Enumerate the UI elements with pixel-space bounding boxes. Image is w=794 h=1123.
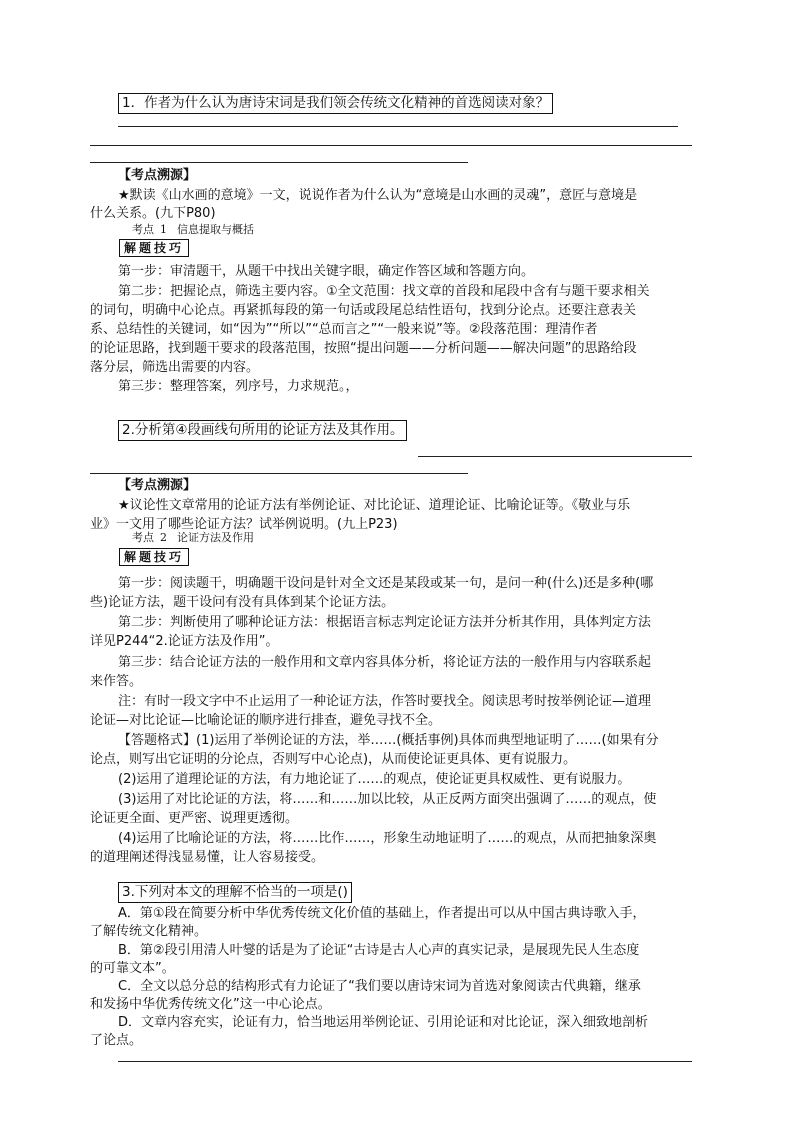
answer-line <box>90 162 468 163</box>
option-c: 和发扬中华优秀传统文化”这一中心论点。 <box>90 997 331 1012</box>
option-a: 了解传统文化精神。 <box>90 924 208 939</box>
option-b: B．第②段引用清人叶燮的话是为了论证“古诗是古人心声的真实记录，是展现先民人生态度 <box>118 943 640 958</box>
kaodian-prefix: 考点 <box>132 531 154 544</box>
format-text: (3)运用了对比论证的方法，将……和……加以比较，从正反两方面突出强调了……的观点，使 <box>118 792 657 807</box>
step-text: 的论证思路，找到题干要求的段落范围，按照“提出问题——分析问题——解决问题”的思路给段 <box>90 341 637 356</box>
step-text: 第一步：审清题干，从题干中找出关键字眼，确定作答区域和答题方向。 <box>118 264 535 279</box>
skill-title-box: 解题技巧 <box>119 239 189 257</box>
step-text: 第三步：整理答案，列序号，力求规范。， <box>118 379 359 394</box>
step-text: 落分层，筛选出需要的内容。 <box>90 360 260 375</box>
option-c: C．全文以总分总的结构形式有力论证了“我们要以唐诗宋词为首选对象阅读古代典籍，继承 <box>118 979 641 994</box>
format-text: 的道理阐述得浅显易懂，让人容易接受。 <box>90 850 325 865</box>
answer-line <box>118 1061 692 1062</box>
question-3-box: 3.下列对本文的理解不恰当的一项是() <box>118 882 352 903</box>
format-text: (2)运用了道理论证的方法，有力地论证了……的观点，使论证更具权威性、更有说服力。 <box>118 772 631 787</box>
source-text: 什么关系。(九下P80) <box>90 206 216 221</box>
step-text: 系、总结性的关键词，如“因为”“所以”“总而言之”“一般来说”等。②段落范围：理清作者 <box>90 322 598 337</box>
format-text: 论点，则写出它证明的分论点，否则写中心论点)，从而使论证更具体、更有说服力。 <box>90 752 577 767</box>
step-text: 来作答。 <box>90 674 143 689</box>
option-d: D．文章内容充实，论证有力，恰当地运用举例论证、引用论证和对比论证，深入细致地剖析 <box>118 1015 649 1030</box>
step-text: 第二步：判断使用了哪种论证方法：根据语言标志判定论证方法并分析其作用，具体判定方法 <box>118 615 652 630</box>
answer-line <box>118 126 678 127</box>
option-a: A．第①段在简要分析中华优秀传统文化价值的基础上，作者提出可以从中国古典诗歌入手， <box>118 906 646 921</box>
step-text: 第三步：结合论证方法的一般作用和文章内容具体分析，将论证方法的一般作用与内容联系起 <box>118 655 652 670</box>
answer-line <box>90 145 692 146</box>
kaodian-prefix: 考点 <box>132 223 154 236</box>
step-text: 第一步：阅读题干，明确题干设问是针对全文还是某段或某一句，是问一种(什么)还是多种(哪 <box>118 576 654 591</box>
kaodian-label <box>132 530 254 546</box>
source-text: ★议论性文章常用的论证方法有举例论证、对比论证、道理论证、比喻论证等。《敬业与乐 <box>118 498 631 513</box>
source-text: ★默读《山水画的意境》一文，说说作者为什么认为“意境是山水画的灵魂”，意匠与意境是 <box>118 188 638 203</box>
note-text: 论证—对比论证—比喻论证的顺序进行排查，避免寻找不全。 <box>90 713 442 728</box>
kaodian-title: 论证方法及作用 <box>177 531 254 544</box>
option-d: 了论点。 <box>90 1033 143 1048</box>
step-text: 的词句，明确中心论点。再紧抓每段的第一句话或段尾总结性语句，找到分论点。还要注意表关 <box>90 303 637 318</box>
kaodian-title: 信息提取与概括 <box>177 223 254 236</box>
step-text: 些)论证方法，题干设问有没有具体到某个论证方法。 <box>90 595 395 610</box>
format-text: 论证更全面、更严密、说理更透彻。 <box>90 811 299 826</box>
kaodian-header: 【考点溯源】 <box>118 168 197 183</box>
kaodian-number: 2 <box>160 531 167 544</box>
source-text: 业》一文用了哪些论证方法？试举例说明。(九上P23) <box>90 517 398 532</box>
format-text: 【答题格式】(1)运用了举例论证的方法，举……(概括事例)具体而典型地证明了……(如果有分 <box>118 733 659 748</box>
question-2-box: 2.分析第④段画线句所用的论证方法及其作用。 <box>118 420 407 441</box>
step-text: 详见P244“2.论证方法及作用”。 <box>90 634 279 649</box>
answer-line <box>90 473 468 474</box>
kaodian-header: 【考点溯源】 <box>118 478 197 493</box>
note-text: 注：有时一段文字中不止运用了一种论证方法，作答时要找全。阅读思考时按举例论证—道理 <box>118 694 652 709</box>
question-1-box: 1．作者为什么认为唐诗宋词是我们领会传统文化精神的首选阅读对象？ <box>118 93 553 114</box>
kaodian-label <box>132 222 254 238</box>
option-b: 的可靠文本”。 <box>90 961 175 976</box>
step-text: 第二步：把握论点，筛选主要内容。①全文范围：找文章的首段和尾段中含有与题干要求相关 <box>118 284 650 299</box>
kaodian-number: 1 <box>160 223 167 236</box>
answer-line <box>418 456 692 457</box>
format-text: (4)运用了比喻论证的方法，将……比作……，形象生动地证明了……的观点，从而把抽象深奥 <box>118 831 657 846</box>
skill-title-box: 解题技巧 <box>119 548 189 566</box>
